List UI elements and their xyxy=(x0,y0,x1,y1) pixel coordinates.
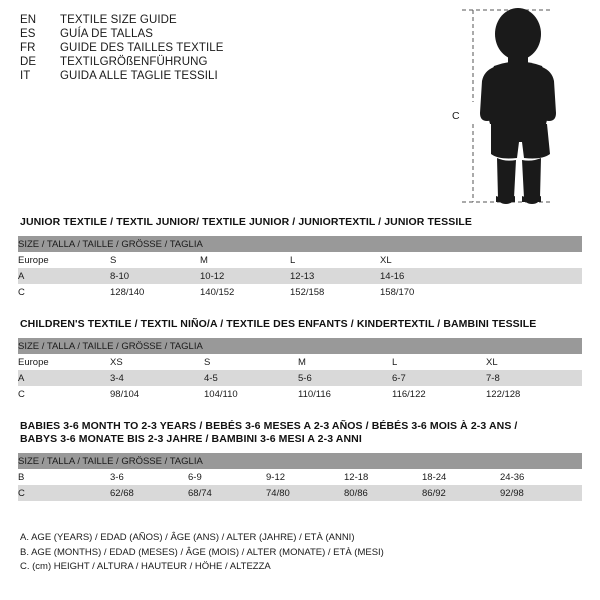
legend-row xyxy=(20,42,440,54)
legend-language-text: GUIDE DES TAILLES TEXTILE xyxy=(60,42,224,54)
table-cell: S xyxy=(204,354,298,370)
table-header-label: SIZE / TALLA / TAILLE / GRÖSSE / TAGLIA xyxy=(18,338,582,354)
table-cell: 140/152 xyxy=(200,284,290,300)
figure-illustration xyxy=(440,6,590,206)
table-cell: 5-6 xyxy=(298,370,392,386)
legend-language-code: EN xyxy=(20,14,37,26)
table-cell: 122/128 xyxy=(486,386,582,402)
table-cell: M xyxy=(298,354,392,370)
legend-language-code: ES xyxy=(20,28,36,40)
table-cell: L xyxy=(392,354,486,370)
table-header-row xyxy=(18,338,582,354)
table-row xyxy=(18,485,582,501)
table-cell: L xyxy=(290,252,380,268)
table-babies-textile xyxy=(18,453,582,501)
section-title-junior: JUNIOR TEXTILE / TEXTIL JUNIOR/ TEXTILE JUNIOR / JUNIORTEXTIL / JUNIOR TESSILE xyxy=(20,216,472,228)
legend-row xyxy=(20,70,440,82)
legend-language-text: TEXTILE SIZE GUIDE xyxy=(60,14,177,26)
legend-language-code: IT xyxy=(20,70,31,82)
legend-language-code: FR xyxy=(20,42,36,54)
legend-language-code: DE xyxy=(20,56,37,68)
table-cell: 7-8 xyxy=(486,370,582,386)
table-cell: 12-18 xyxy=(344,469,422,485)
footnote-a: A. AGE (YEARS) / EDAD (AÑOS) / ÂGE (ANS) / ALTER (JAHRE) / ETÀ (ANNI) xyxy=(20,532,355,543)
row-label: A xyxy=(18,370,110,386)
table-header-row xyxy=(18,236,582,252)
row-label: Europe xyxy=(18,252,110,268)
language-legend xyxy=(20,14,440,84)
row-label: B xyxy=(18,469,110,485)
table-cell-empty xyxy=(470,284,582,300)
table-cell: 116/122 xyxy=(392,386,486,402)
legend-language-text: GUIDA ALLE TAGLIE TESSILI xyxy=(60,70,218,82)
table-cell-empty xyxy=(470,252,582,268)
section-title-babies-line1: BABIES 3-6 MONTH TO 2-3 YEARS / BEBÉS 3-6 MESES A 2-3 AÑOS / BÉBÉS 3-6 MOIS À 2-3 ANS / xyxy=(20,420,518,432)
table-cell: XL xyxy=(486,354,582,370)
table-cell: 152/158 xyxy=(290,284,380,300)
table-cell: 128/140 xyxy=(110,284,200,300)
table-cell: 92/98 xyxy=(500,485,582,501)
section-title-babies xyxy=(20,420,517,446)
table-cell: 10-12 xyxy=(200,268,290,284)
row-label: A xyxy=(18,268,110,284)
table-cell: S xyxy=(110,252,200,268)
table-cell: 24-36 xyxy=(500,469,582,485)
table-row xyxy=(18,252,582,268)
row-label: Europe xyxy=(18,354,110,370)
table-cell: 4-5 xyxy=(204,370,298,386)
height-measure-label: C xyxy=(452,110,460,122)
table-cell: 3-4 xyxy=(110,370,204,386)
table-cell: 74/80 xyxy=(266,485,344,501)
table-cell: 86/92 xyxy=(422,485,500,501)
table-cell: 18-24 xyxy=(422,469,500,485)
table-children-textile xyxy=(18,338,582,402)
section-title-children: CHILDREN'S TEXTILE / TEXTIL NIÑO/A / TEXTILE DES ENFANTS / KINDERTEXTIL / BAMBINI TESSILE xyxy=(20,318,537,330)
table-row xyxy=(18,284,582,300)
table-cell: 12-13 xyxy=(290,268,380,284)
footnotes xyxy=(20,531,384,575)
table-cell: 158/170 xyxy=(380,284,470,300)
row-label: C xyxy=(18,284,110,300)
table-cell: 62/68 xyxy=(110,485,188,501)
table-cell: 14-16 xyxy=(380,268,470,284)
table-cell: 6-9 xyxy=(188,469,266,485)
legend-language-text: GUÍA DE TALLAS xyxy=(60,28,154,40)
table-cell: 98/104 xyxy=(110,386,204,402)
footnote-c: C. (cm) HEIGHT / ALTURA / HAUTEUR / HÖHE / ALTEZZA xyxy=(20,561,271,572)
table-header-row xyxy=(18,453,582,469)
section-title-babies-line2: BABYS 3-6 MONATE BIS 2-3 JAHRE / BAMBINI 3-6 MESI A 2-3 ANNI xyxy=(20,433,362,445)
child-silhouette-icon xyxy=(440,6,590,206)
footnote-b: B. AGE (MONTHS) / EDAD (MESES) / ÂGE (MOIS) / ALTER (MONATE) / ETÀ (MESI) xyxy=(20,546,384,558)
table-cell: 80/86 xyxy=(344,485,422,501)
table-row xyxy=(18,469,582,485)
legend-row xyxy=(20,14,440,26)
legend-language-text: TEXTILGRÖßENFÜHRUNG xyxy=(60,56,208,68)
table-cell: 110/116 xyxy=(298,386,392,402)
table-row xyxy=(18,354,582,370)
table-cell: 6-7 xyxy=(392,370,486,386)
table-row xyxy=(18,370,582,386)
row-label: C xyxy=(18,386,110,402)
row-label: C xyxy=(18,485,110,501)
table-cell: 9-12 xyxy=(266,469,344,485)
table-cell: 8-10 xyxy=(110,268,200,284)
table-cell: XL xyxy=(380,252,470,268)
table-cell: 3-6 xyxy=(110,469,188,485)
table-cell: M xyxy=(200,252,290,268)
table-cell: 68/74 xyxy=(188,485,266,501)
table-junior-textile xyxy=(18,236,582,300)
table-cell: 104/110 xyxy=(204,386,298,402)
table-row xyxy=(18,386,582,402)
table-header-label: SIZE / TALLA / TAILLE / GRÖSSE / TAGLIA xyxy=(18,236,582,252)
table-header-label: SIZE / TALLA / TAILLE / GRÖSSE / TAGLIA xyxy=(18,453,582,469)
table-cell: XS xyxy=(110,354,204,370)
table-cell-empty xyxy=(470,268,582,284)
legend-row xyxy=(20,28,440,40)
legend-row xyxy=(20,56,440,68)
table-row xyxy=(18,268,582,284)
